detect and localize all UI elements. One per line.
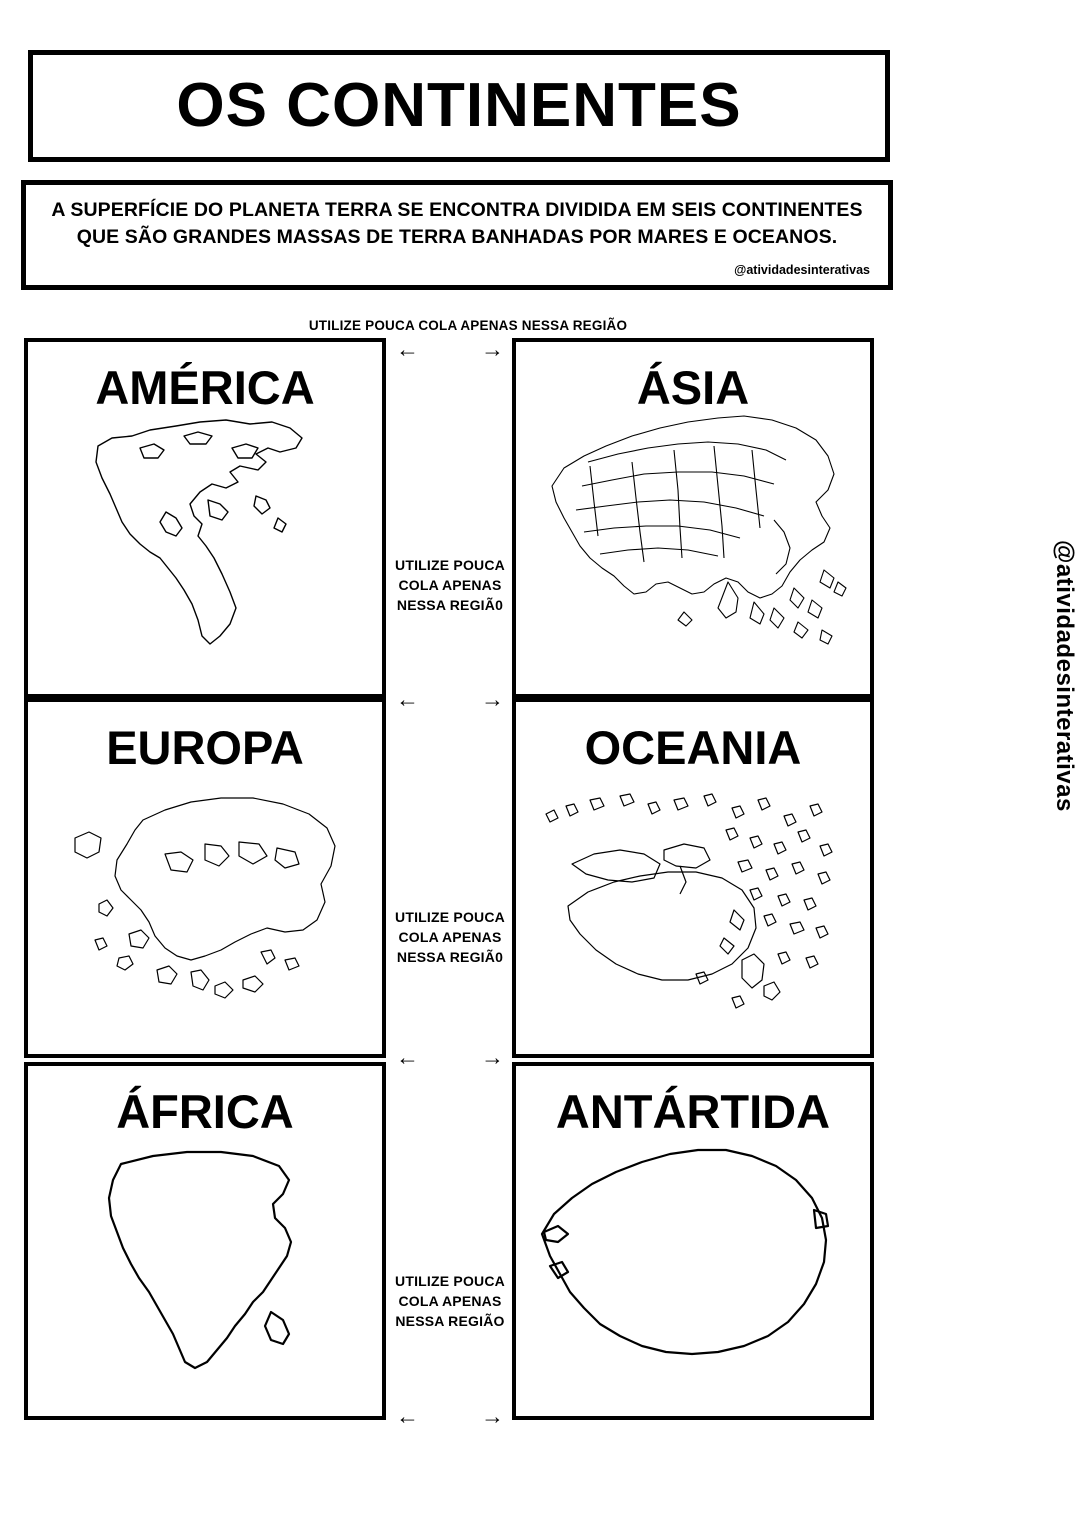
continent-label-europa: EUROPA <box>106 721 304 774</box>
arrow-right-icon: → <box>481 686 504 712</box>
continent-label-asia: ÁSIA <box>636 361 750 414</box>
arrow-row-2 <box>390 688 510 711</box>
oceania-map <box>516 770 870 1030</box>
antartida-map <box>516 1122 870 1392</box>
continent-label-oceania: OCEANIA <box>584 721 802 774</box>
intro-text: A SUPERFÍCIE DO PLANETA TERRA SE ENCONTRA DIVIDIDA EM SEIS CONTINENTES QUE SÃO GRANDES MASSAS DE TERRA BANHADAS POR MARES E OCEANOS. <box>51 199 863 248</box>
side-credit: @atividadesinterativas <box>1051 540 1078 812</box>
top-glue-hint: UTILIZE POUCA COLA APENAS NESSA REGIÃO <box>308 318 628 333</box>
arrow-left-icon: ← <box>396 336 419 362</box>
arrow-right-icon: → <box>481 1403 504 1429</box>
arrow-left-icon: ← <box>396 1403 419 1429</box>
asia-map <box>516 402 870 662</box>
arrow-row-1 <box>390 338 510 361</box>
arrow-row-4 <box>390 1405 510 1428</box>
continent-card-europa[interactable] <box>24 698 386 1058</box>
continent-label-africa: ÁFRICA <box>116 1085 294 1138</box>
africa-map <box>28 1128 382 1398</box>
arrow-left-icon: ← <box>396 686 419 712</box>
arrow-row-3 <box>390 1046 510 1069</box>
arrow-left-icon: ← <box>396 1044 419 1070</box>
glue-note-1: UTILIZE POUCA COLA APENAS NESSA REGIÃ0 <box>395 557 505 613</box>
america-map <box>28 408 382 658</box>
continent-card-america[interactable] <box>24 338 386 698</box>
intro-credit: @atividadesinterativas <box>734 263 870 277</box>
continent-label-antartida: ANTÁRTIDA <box>555 1085 831 1138</box>
page-title: OS CONTINENTES <box>176 71 742 140</box>
continent-card-asia[interactable] <box>512 338 874 698</box>
arrow-right-icon: → <box>481 1044 504 1070</box>
europa-map <box>28 774 382 1024</box>
page-title-box <box>28 50 890 162</box>
continent-card-oceania[interactable] <box>512 698 874 1058</box>
continent-card-antartida[interactable] <box>512 1062 874 1420</box>
glue-note-3: UTILIZE POUCA COLA APENAS NESSA REGIÃO <box>395 1273 505 1329</box>
intro-box <box>21 180 893 290</box>
glue-note-2: UTILIZE POUCA COLA APENAS NESSA REGIÃ0 <box>395 909 505 965</box>
continent-card-africa[interactable] <box>24 1062 386 1420</box>
arrow-right-icon: → <box>481 336 504 362</box>
continent-label-america: AMÉRICA <box>95 361 315 414</box>
